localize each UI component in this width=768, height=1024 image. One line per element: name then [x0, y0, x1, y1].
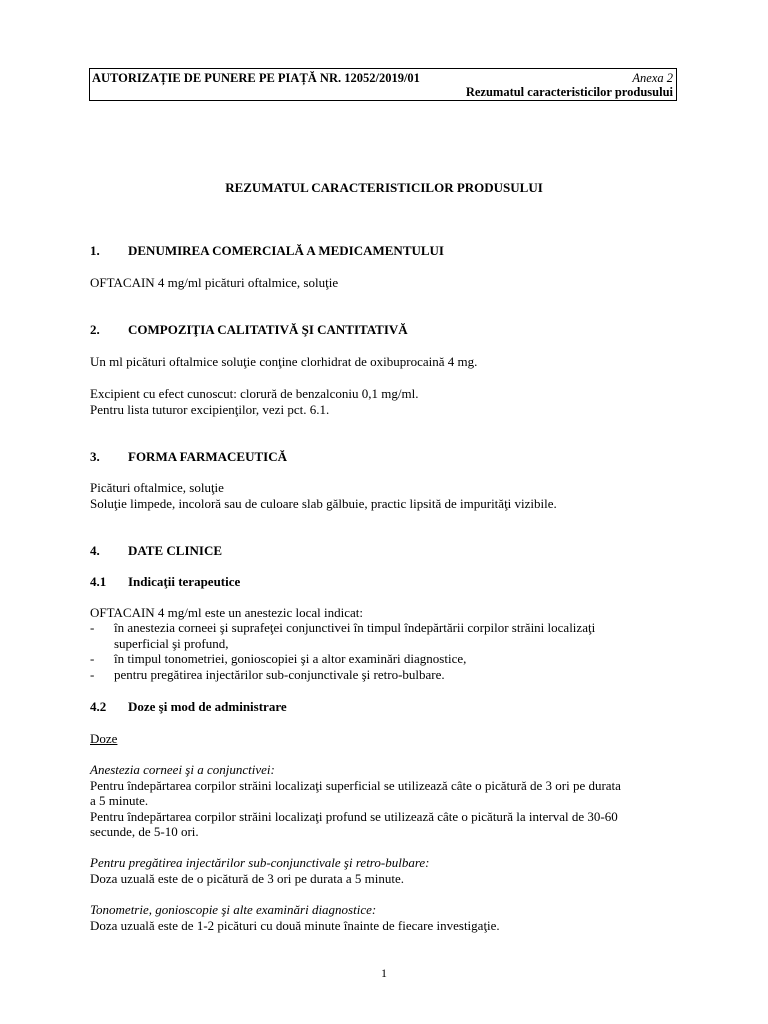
section-3-heading	[90, 449, 287, 464]
section-number: 3.	[90, 449, 100, 464]
section-2-para-1	[90, 354, 680, 370]
section-2-para-2	[90, 386, 680, 417]
list-item	[90, 667, 690, 683]
doses-label: Doze	[90, 731, 118, 746]
section-number: 2.	[90, 322, 100, 337]
tonometry-block	[90, 902, 680, 933]
section-title: DENUMIREA COMERCIALĂ A MEDICAMENTULUI	[128, 243, 444, 258]
anesthesia-line: a 5 minute.	[90, 793, 149, 808]
list-item	[90, 620, 690, 651]
section-4-1-heading	[90, 574, 240, 589]
list-item	[90, 651, 690, 667]
header-subtitle: Rezumatul caracteristicilor produsului	[465, 85, 673, 99]
anesthesia-block	[90, 762, 680, 840]
injection-title: Pentru pregătirea injectărilor sub-conjunctivale şi retro-bulbare:	[90, 855, 430, 870]
excipient-reference-line: Pentru lista tuturor excipienţilor, vezi pct. 6.1.	[90, 401, 330, 417]
section-title: COMPOZIŢIA CALITATIVĂ ŞI CANTITATIVĂ	[128, 322, 408, 337]
indication-intro-line: OFTACAIN 4 mg/ml este un anestezic local indicat:	[90, 605, 363, 620]
bullet-dash: -	[90, 620, 95, 635]
document-title: REZUMATUL CARACTERISTICILOR PRODUSULUI	[225, 180, 543, 195]
section-1-heading	[90, 243, 444, 258]
section-title: Doze şi mod de administrare	[128, 699, 287, 714]
anesthesia-line: secunde, de 5-10 ori.	[90, 824, 199, 839]
section-title: Indicaţii terapeutice	[128, 574, 241, 589]
section-number: 4.	[90, 543, 100, 558]
section-3-text	[90, 480, 680, 511]
authorization-number: AUTORIZAȚIE DE PUNERE PE PIAȚĂ NR. 12052/2019/01	[92, 71, 420, 85]
form-line: Picături oftalmice, soluţie	[90, 480, 224, 495]
document-header-box	[89, 68, 677, 101]
list-item-text: superficial şi profund,	[114, 635, 229, 651]
doses-subheading	[90, 731, 680, 747]
composition-line: Un ml picături oftalmice soluţie conţine clorhidrat de oxibuprocaină 4 mg.	[90, 354, 478, 369]
list-item-text: în anestezia corneei şi suprafeţei conjunctivei în timpul îndepărtării corpilor străini localizaţi	[114, 620, 596, 635]
section-4-heading	[90, 543, 222, 558]
tonometry-line: Doza uzuală este de 1-2 picături cu două minute înainte de fiecare investigaţie.	[90, 917, 500, 933]
product-name-line: OFTACAIN 4 mg/ml picături oftalmice, soluţie	[90, 275, 339, 290]
bullet-dash: -	[90, 651, 95, 666]
indication-list	[90, 620, 690, 682]
list-item-text: pentru pregătirea injectărilor sub-conjunctivale şi retro-bulbare.	[114, 666, 445, 682]
injection-line: Doza uzuală este de o picătură de 3 ori pe durata a 5 minute.	[90, 870, 405, 886]
section-title: FORMA FARMACEUTICĂ	[128, 449, 287, 464]
section-title: DATE CLINICE	[128, 543, 223, 558]
injection-block	[90, 855, 680, 886]
excipient-line: Excipient cu efect cunoscut: clorură de benzalconiu 0,1 mg/ml.	[90, 386, 419, 401]
section-number: 1.	[90, 243, 100, 258]
section-1-text	[90, 275, 680, 291]
anesthesia-title: Anestezia corneei şi a conjunctivei:	[90, 762, 275, 777]
page-number: 1	[381, 966, 387, 980]
section-4-2-heading	[90, 699, 287, 714]
annex-label: Anexa 2	[632, 71, 673, 85]
tonometry-title: Tonometrie, gonioscopie şi alte examinări diagnostice:	[90, 902, 377, 917]
list-item-text: în timpul tonometriei, gonioscopiei şi a altor examinări diagnostice,	[114, 651, 467, 666]
section-number: 4.1	[90, 574, 107, 589]
bullet-dash: -	[90, 666, 95, 682]
section-number: 4.2	[90, 699, 107, 714]
section-4-1-intro	[90, 605, 680, 621]
anesthesia-line: Pentru îndepărtarea corpilor străini localizaţi superficial se utilizează câte o picătură de 3 ori pe durata	[90, 777, 621, 793]
section-2-heading	[90, 322, 408, 337]
form-description-line: Soluţie limpede, incoloră sau de culoare slab gălbuie, practic lipsită de impurităţi vizibile.	[90, 495, 557, 511]
anesthesia-line: Pentru îndepărtarea corpilor străini localizaţi profund se utilizează câte o picătură la interval de 30-60	[90, 808, 618, 824]
